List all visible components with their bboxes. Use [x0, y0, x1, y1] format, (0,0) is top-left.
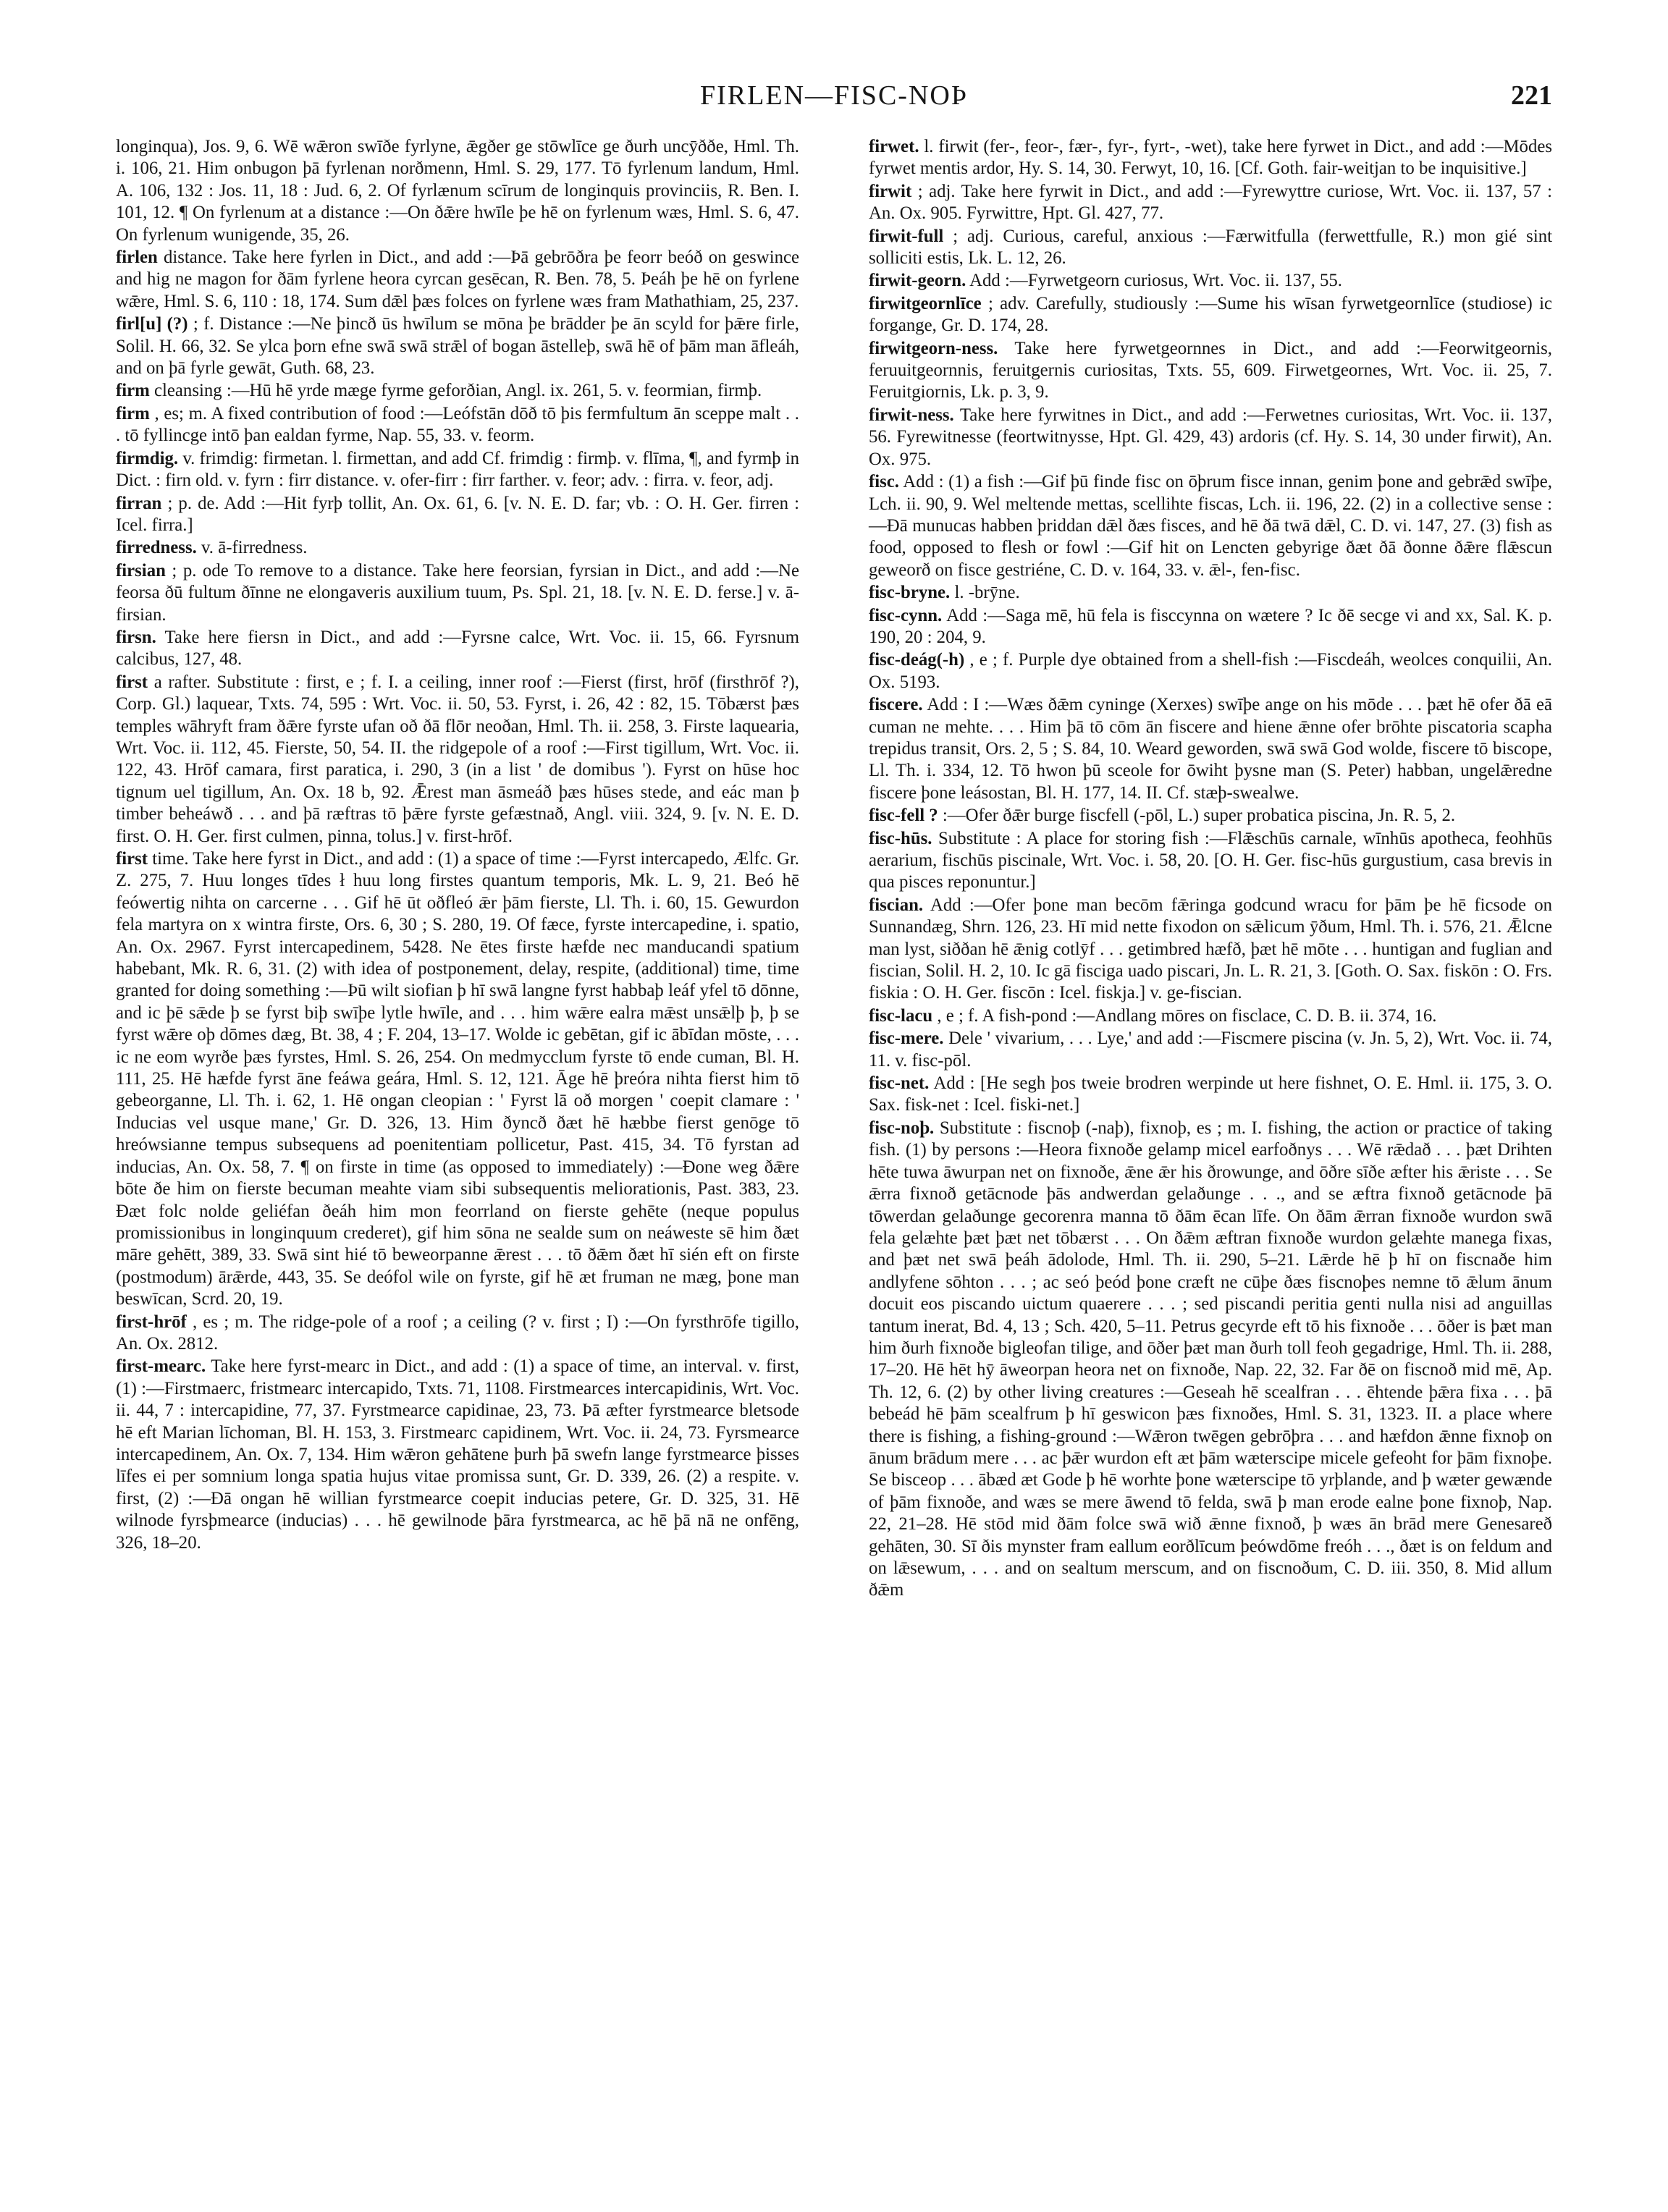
entry-headword: fisc-noþ.: [869, 1118, 935, 1138]
entry-headword: firwitgeornlīce: [869, 293, 982, 313]
entry-text: Take here fiersn in Dict., and add :—Fyrsne calce, Wrt. Voc. ii. 15, 66. Fyrsnum calcibus, 127, 48.: [116, 627, 799, 670]
dictionary-entry: [116, 560, 799, 626]
entry-headword: firwit-full: [869, 226, 944, 246]
dictionary-entry: [869, 649, 1552, 693]
page-number: 221: [1511, 80, 1552, 111]
entry-text: Add :—Saga mē, hū fela is fisccynna on wætere ? Ic ðē secge vi and xx, Sal. K. p. 190, 20 : 204, 9.: [869, 605, 1552, 647]
entry-headword: fisc-fell ?: [869, 806, 938, 826]
dictionary-entry: [116, 403, 799, 447]
entry-headword: firlen: [116, 248, 158, 268]
entry-text: v. frimdig: firmetan. l. firmettan, and add Cf. frimdig : firmþ. v. flīma, ¶, and fyrmþ in Dict. : firn old. v. fyrn : firr distance. v. ofer-firr : firr farther. v. feor; adv. : firra. v. feor, adj.: [116, 448, 800, 491]
entry-text: distance. Take here fyrlen in Dict., and add :—Þā gebrōðra þe feorr beóð on geswince and hig ne magon for ðām fyrlene heora cyrcan gesēcan, R. Ben. 78, 5. Þeáh þe hē on fyrlene wǣre, Hml. S. 6, 110 : 18, 174. Sum dǣl þæs folces on fyrlene wæs fram Mathathiam, 25, 237.: [116, 248, 799, 311]
entry-headword: firwitgeorn-ness.: [869, 338, 998, 358]
entry-headword: fisc-cynn.: [869, 605, 943, 625]
entry-text: Add : I :—Wæs ðǣm cyninge (Xerxes) swīþe ange on his mōde . . . þæt hē ofer ðā eā cuman ne mehte. . . . Him þā tō cōm ān fiscere and hiene ǣnne ofer brōhte piscatoria scapha trepidus transit, Ors. 2, 5 ; S. 84, 10. Weard geworden, swā swā God wolde, fiscere tō biscope, Ll. Th. i. 334, 12. Tō hwon þū sceole for ōwiht þysne man (S. Peter) habban, ungelǣredne fiscere þone leásostan, Bl. H. 177, 14. II. Cf. stæþ-swealwe.: [869, 695, 1552, 803]
entry-headword: fisc-lacu: [869, 1005, 933, 1026]
dictionary-entry: [869, 471, 1552, 581]
entry-text: a rafter. Substitute : first, e ; f. I. a ceiling, inner roof :—Fierst (first, hrōf (firsthrōf ?), Corp. Gl.) laquear, Txts. 74, 595 : Wrt. Voc. ii. 50, 53. Fyrst, i. 26, 42 : 82, 15. Tōbærst þæs temples wāhryft fram ðǣre fyrste ufan oð ðā flōr neoðan, Hml. Th. ii. 258, 3. Firste laquearia, Wrt. Voc. ii. 112, 45. Fierste, 50, 54. II. the ridgepole of a roof :—First tigillum, Wrt. Voc. ii. 122, 43. Hrōf camara, first paratica, i. 290, 3 (in a list ' de domibus '). Fyrst on hūse hoc tignum uel tigillum, An. Ox. 18 b, 92. Ǣrest man āsmeáð þæs hūses stede, and eác man þ timber beheáwð . . . and þā ræftras tō þǣre fyrste gefæstnað, Angl. viii. 324, 9. [v. N. E. D. first. O. H. Ger. first culmen, pinna, tolus.] v. first-hrōf.: [116, 672, 800, 846]
entry-text: , e ; f. A fish-pond :—Andlang mōres on fisclace, C. D. B. ii. 374, 16.: [937, 1005, 1437, 1026]
dictionary-entry: [116, 537, 799, 559]
dictionary-entry: [116, 247, 799, 313]
running-head: FIRLEN—FISC-NOÞ: [700, 80, 968, 111]
entry-text: Take here fyrwitnes in Dict., and add :—Ferwetnes curiositas, Wrt. Voc. ii. 137, 56. Fyrewitnesse (feortwitnysse, Hpt. Gl. 429, 43) ardoris (cf. Hy. S. 14, 30 under firwit), An. Ox. 975.: [869, 405, 1552, 469]
dictionary-entry: [869, 270, 1552, 292]
dictionary-entry: [869, 694, 1552, 804]
entry-text: l. -brȳne.: [954, 583, 1020, 603]
dictionary-entry: [116, 1356, 799, 1554]
entry-headword: firwit-ness.: [869, 405, 954, 425]
entry-text: Substitute : A place for storing fish :—Flǣschūs carnale, wīnhūs apotheca, feohhūs aerarium, fischūs piscinale, Wrt. Voc. i. 58, 20. [O. H. Ger. fisc-hūs gurgustium, casa brevis in qua pisces reponuntur.]: [869, 828, 1553, 892]
entry-text: ; p. ode To remove to a distance. Take here feorsian, fyrsian in Dict., and add :—Ne feorsa ðū fultum ðīnne ne elongaveris auxilium tuum, Ps. Spl. 21, 18. [v. N. E. D. ferse.] v. ā-firsian.: [116, 560, 800, 625]
entry-text: ; f. Distance :—Ne þincð ūs hwīlum se mōna þe brādder þe ān scyld for þǣre firle, Solil. H. 66, 32. Se ylca þorn efne swā swā strǣl of bogan āstelleþ, swā hē of þām man āfleáh, and on þā fyrle gewāt, Guth. 68, 23.: [116, 314, 800, 379]
dictionary-entry: [869, 136, 1552, 180]
entry-headword: fisc-mere.: [869, 1029, 944, 1049]
dictionary-entry: [869, 1005, 1552, 1027]
entry-headword: first-mearc.: [116, 1356, 206, 1377]
entry-headword: firmdig.: [116, 448, 179, 468]
dictionary-entry: [869, 338, 1552, 404]
dictionary-entry: [869, 405, 1552, 470]
dictionary-entry: [116, 313, 799, 379]
entry-headword: fisc-deág(-h): [869, 650, 965, 670]
entry-text: Add :—Fyrwetgeorn curiosus, Wrt. Voc. ii. 137, 55.: [969, 271, 1342, 291]
entry-headword: firredness.: [116, 538, 197, 558]
entry-headword: firwit-georn.: [869, 271, 966, 291]
entry-text: Add : [He segh þos tweie brodren werpinde ut here fishnet, O. E. Hml. ii. 175, 3. O. Sax. fisk-net : Icel. fiski-net.]: [869, 1073, 1552, 1115]
dictionary-entry: [116, 493, 799, 537]
entry-headword: firwet.: [869, 137, 919, 156]
entry-text: time. Take here fyrst in Dict., and add : (1) a space of time :—Fyrst intercapedo, Ælfc. Gr. Z. 275, 7. Huu longes tīdes ł huu long firstes quantum temporis, Mk. L. 9, 21. Beó hē feówertig nihta on carcerne . . . Gif hē ūt oðfleó ǣr þām fierste, Ll. Th. i. 60, 15. Gewurdon fela martyra on x wintra firste, Ors. 6, 30 ; S. 280, 19. Of fæce, fyrste intercapedine, i. spatio, An. Ox. 2967. Fyrst intercapedinem, 5428. Ne ētes firste hæfde nec manducandi spatium habebant, Mk. R. 6, 31. (2) with idea of postponement, delay, respite, (additional) time, time granted for doing something :—Þū wilt siofian þ hī swā langne fyrst habbaþ leáf yfel tō dōnne, and ic þē sǣde þ se fyrst biþ swīþe lytle hwīle, and . . . him wǣre ealra mǣst unsǣlþ þ, þ se fyrst wǣre oþ dōmes dæg, Bt. 38, 4 ; F. 204, 13–17. Wolde ic gebētan, gif ic ābīdan mōste, . . . ic ne eom wyrðe þæs fyrstes, Hml. S. 26, 254. On medmycclum fyrste tō ende cuman, Bl. H. 111, 25. Hē hæfde fyrst āne feáwa geára, Hml. S. 12, 121. Āge hē þreóra nihta fierst him tō gebeorganne, Ll. Th. i. 62, 1. Hē ongan cleopian : ' Fyrst lā oð morgen ' coepit clamare : ' Inducias vel usque mane,' Gr. D. 326, 13. Him ðyncð ðæt hē hæbbe fierst genōge tō hreówsianne tempus subsequens ad poenitentiam pollicetur, Past. 415, 34. Tō fyrstan ad inducias, An. Ox. 58, 7. ¶ on firste in time (as opposed to immediately) :—Ðone weg ðǣre bōte ðe him on fierste becuman meahte viam sibi subsequentis meliorationis, Past. 383, 23. Ðæt folc nolde geliéfan ðeáh him mon feorrland on fierste gehēte (neque populus promissionibus in longinquum crederet), gif him sōna ne sealde sum on neáweste sē him ðæt māre gehētt, 389, 33. Swā sint hié tō beweorpanne ǣrest . . . tō ðǣm ðæt hī sién eft on firste (postmodum) ārǣrde, 443, 35. Se deófol wile on fyrste, gif hē æt fruman ne mæg, þone man beswīcan, Scrd. 20, 19.: [116, 849, 799, 1309]
entry-text: , es ; m. The ridge-pole of a roof ; a ceiling (? v. first ; I) :—On fyrsthrōfe tigillo, An. Ox. 2812.: [116, 1312, 800, 1354]
entry-text: Take here fyrwetgeornnes in Dict., and add :—Feorwitgeornis, feruuitgeornnis, feruitgernis curiositas, Txts. 55, 609. Firwetgeornes, Wrt. Voc. ii. 25, 7. Feruitgiornis, Lk. p. 3, 9.: [869, 338, 1552, 402]
page-header: [116, 80, 1552, 120]
dictionary-entry: [869, 293, 1552, 337]
dictionary-entry: [116, 627, 799, 671]
entry-headword: firsian: [116, 560, 166, 581]
dictionary-entry: [869, 1028, 1552, 1072]
entry-headword: firwit: [869, 181, 912, 201]
entry-headword: firm: [116, 403, 150, 423]
entry-headword: first-hrōf: [116, 1312, 187, 1332]
entry-headword: fisc-hūs.: [869, 828, 932, 848]
entry-headword: firl[u] (?): [116, 314, 188, 334]
entry-headword: fisc-net.: [869, 1073, 930, 1094]
dictionary-entry: [869, 828, 1552, 894]
left-column: [116, 136, 799, 1554]
dictionary-entry: [116, 1312, 799, 1356]
entry-headword: first: [116, 849, 148, 869]
entry-text: Dele ' vivarium, . . . Lye,' and add :—Fiscmere piscina (v. Jn. 5, 2), Wrt. Voc. ii. 74, 11. v. fisc-pōl.: [869, 1029, 1552, 1071]
entry-headword: firsn.: [116, 627, 156, 647]
dictionary-entry: [869, 1073, 1552, 1117]
dictionary-entry: [869, 181, 1552, 225]
entry-text: Add :—Ofer þone man becōm fǣringa godcund wracu for þām þe hē ficsode on Sunnandæg, Shrn. 126, 23. Hī mid nette fixodon on sǣlicum ȳðum, Hml. Th. i. 576, 21. Ǣlcne man lyst, siððan hē ǣnig cotlȳf . . . getimbred hæfð, þæt hē mōte . . . huntigan and fuglian and fiscian, Solil. H. 2, 10. Ic gā fisciga uado piscari, Jn. L. R. 21, 3. [Goth. O. Sax. fiskōn : O. Frs. fiskia : O. H. Ger. fiscōn : Icel. fiskja.] v. ge-fiscian.: [869, 895, 1552, 1003]
entry-headword: fiscere.: [869, 695, 923, 715]
entry-text: Take here fyrst-mearc in Dict., and add : (1) a space of time, an interval. v. first, (1) :—Firstmaerc, fristmearc intercapido, Txts. 71, 1108. Firstmearces intercapidinis, Wrt. Voc. ii. 44, 7 : intercapidine, 77, 37. Fyrstmearce capidinae, 23, 73. Þā æfter fyrstmearce bletsode hē eft Marian līchoman, Bl. H. 153, 3. Firstmearc capidinem, Wrt. Voc. ii. 24, 73. Fyrsmearce intercapedinem, An. Ox. 7, 134. Him wǣron gehātene þurh þā swefn lange fyrstmearce þisses līfes ei per somnium longa spatia hujus vitae promissa sunt, Gr. D. 339, 26. (2) a respite. v. first, (2) :—Ðā ongan hē willian fyrstmearce coepit inducias petere, Gr. D. 325, 31. Hē wilnode fyrsþmearce (inducias) . . . hē gewilnode þāra fyrstmearca, ac hē þā nā ne onfēng, 326, 18–20.: [116, 1356, 799, 1553]
entry-text: l. firwit (fer-, feor-, fær-, fyr-, fyrt-, -wet), take here fyrwet in Dict., and add :—Mōdes fyrwet mentis ardor, Hy. S. 14, 30. Ferwyt, 10, 16. [Cf. Goth. fair-weitjan to be inquisitive.]: [869, 137, 1552, 179]
entry-text: , es; m. A fixed contribution of food :—Leófstān dōð tō þis fermfultum ān sceppe malt . . . tō fyllincge intō þan ealdan fyrme, Nap. 55, 33. v. feorm.: [116, 403, 799, 446]
dictionary-entry: [116, 380, 799, 402]
dictionary-entry: [869, 1118, 1552, 1602]
dictionary-entry: [869, 605, 1552, 649]
entry-text: , e ; f. Purple dye obtained from a shell-fish :—Fiscdeáh, weolces conquilii, An. Ox. 5193.: [869, 650, 1553, 692]
entry-headword: first: [116, 672, 148, 692]
dictionary-entry: [869, 226, 1552, 270]
entry-text: :—Ofer ðǣr burge fiscfell (-pōl, L.) super probatica piscina, Jn. R. 5, 2.: [942, 806, 1456, 826]
entry-text: Add : (1) a fish :—Gif þū finde fisc on ōþrum fisce innan, genim þone and gebrǣd swīþe, Lch. ii. 90, 9. Wel meltende mettas, scellihte fiscas, Lch. ii. 196, 22. (2) in a collective sense :—Ðā munucas habben þriddan dǣl ðæs fisces, and hē ðā twā dǣl, C. D. vi. 147, 27. (3) fish as food, opposed to flesh or fowl :—Gif hit on Lencten gebyrige ðæt ðā ðonne ðǣre flǣscun geweorð on fisce gestriéne, C. D. v. 164, 33. v. ǣl-, fen-fisc.: [869, 472, 1552, 580]
dictionary-entry: [116, 672, 799, 848]
dictionary-entry: [116, 448, 799, 492]
right-column: [869, 136, 1552, 1602]
dictionary-entry: [869, 895, 1552, 1005]
entry-headword: fisc-bryne.: [869, 583, 951, 603]
entry-text: ; p. de. Add :—Hit fyrþ tollit, An. Ox. 61, 6. [v. N. E. D. far; vb. : O. H. Ger. firren : Icel. firra.]: [116, 493, 800, 535]
dictionary-entry: [869, 582, 1552, 604]
entry-text: ; adj. Curious, careful, anxious :—Færwitfulla (ferwettfulle, R.) mon gié sint solliciti estis, Lk. L. 12, 26.: [869, 226, 1552, 269]
entry-text: longinqua), Jos. 9, 6. Wē wǣron swīðe fyrlyne, ǣgðer ge stōwlīce ge ðurh uncȳððe, Hml. Th. i. 106, 21. Him onbugon þā fyrlenan norðmenn, Hml. S. 29, 177. Tō fyrlenum landum, Hml. A. 106, 132 : Jos. 11, 18 : Jud. 6, 2. Of fyrlænum scīrum de longinquis provinciis, R. Ben. I. 101, 12. ¶ On fyrlenum at a distance :—On ðǣre hwīle þe hē on fyrlenum wæs, Hml. S. 6, 47. On fyrlenum wunigende, 35, 26.: [116, 137, 799, 245]
entry-text: v. ā-firredness.: [201, 538, 308, 558]
entry-text: ; adv. Carefully, studiously :—Sume his wīsan fyrwetgeornlīce (studiose) ic forgange, Gr. D. 174, 28.: [869, 293, 1553, 336]
dictionary-entry: [116, 848, 799, 1311]
entry-headword: firran: [116, 493, 162, 513]
entry-text: cleansing :—Hū hē yrde mæge fyrme geforðian, Angl. ix. 261, 5. v. feormian, firmþ.: [154, 381, 762, 401]
entry-headword: fiscian.: [869, 895, 924, 915]
dictionary-entry: [116, 136, 799, 246]
entry-text: ; adj. Take here fyrwit in Dict., and add :—Fyrewyttre curiose, Wrt. Voc. ii. 137, 57 : An. Ox. 905. Fyrwittre, Hpt. Gl. 427, 77.: [869, 181, 1552, 224]
entry-headword: fisc.: [869, 472, 900, 492]
entry-text: Substitute : fiscnoþ (-naþ), fixnoþ, es ; m. I. fishing, the action or practice of taking fish. (1) by persons :—Heora fixnoðe gelamp micel earfoðnys . . . Wē rǣdað . . . þæt Drihten hēte tuwa āwurpan net on fixnoðe, ǣne ǣr his ðrowunge, and ōðre sīðe æfter his ǣriste . . . Se ǣrra fixnoð getācnode þās andwerdan gelaðunge . . ., and se æftra fixnoð getācnode þā tōwerdan gelaðunge gecorenra manna tō ðām ēcan līfe. On ðām ǣrran fixnoðe wurdon swā fela gelæhte þæt þæt net tōbærst . . . On ðǣm æftran fixnoðe wurdon gelæhte manega fixas, and þæt net swā þeáh ādolode, Hml. Th. ii. 290, 5–21. Lǣrde hē þ hī on fiscnaðe him andlyfene sōhton . . . ; ac seó þeód þone cræft ne cūþe ðæs fiscnoþes nemne tō ǣlum ānum docuit eos piscando uictum quaerere . . . ; sed piscandi peritia genti nulla nisi ad anguillas tantum inerat, Bd. 4, 13 ; Sch. 420, 5–11. Petrus gecyrde eft tō his fixnoðe . . . ōðer is þæt man him ðurh fixnoðe bigleofan tilige, and ōðer þæt man ðurh toll feoh gegadrige, Hml. Th. ii. 288, 17–20. Hē hēt hȳ āweorpan heora net on fixnoðe, Nap. 22, 32. Far ðē on fiscnoð mid mē, Ap. Th. 12, 6. (2) by other living creatures :—Geseah hē scealfran . . . ēhtende þǣra fixa . . . þā bebeád hē þām scealfrum þ hī geswicon þæs fixnoðes, Hml. S. 31, 1323. II. a place where there is fishing, a fishing-ground :—Wǣron twēgen gebrōþra . . . and hæfdon ǣnne fixnoþ on ānum brādum mere . . . ac þǣr wurdon eft æt þām wæterscipe micele gefeoht for þām fixnoþe. Se bisceop . . . ābæd æt Gode þ hē worhte þone wæterscipe tō yrþlande, and þ wæter gewænde of þām fixnoðe, and wæs se mere āwend tō felda, swā þ man erode ealne þone fixnoþ, Nap. 22, 21–28. Hē stōd mid ðām folce swā wið ǣnne fixnoð, þ wæs ān brād mere Genesareð gehāten, 30. Sī ðis mynster fram eallum eorðlīcum þeówdōme freóh . . ., ðæt is on feldum and on lǣsewum, . . . and on sealtum merscum, and on fiscnoðum, C. D. iii. 350, 8. Mid allum ðǣm: [869, 1118, 1552, 1600]
entry-headword: firm: [116, 381, 150, 401]
dictionary-entry: [869, 805, 1552, 827]
